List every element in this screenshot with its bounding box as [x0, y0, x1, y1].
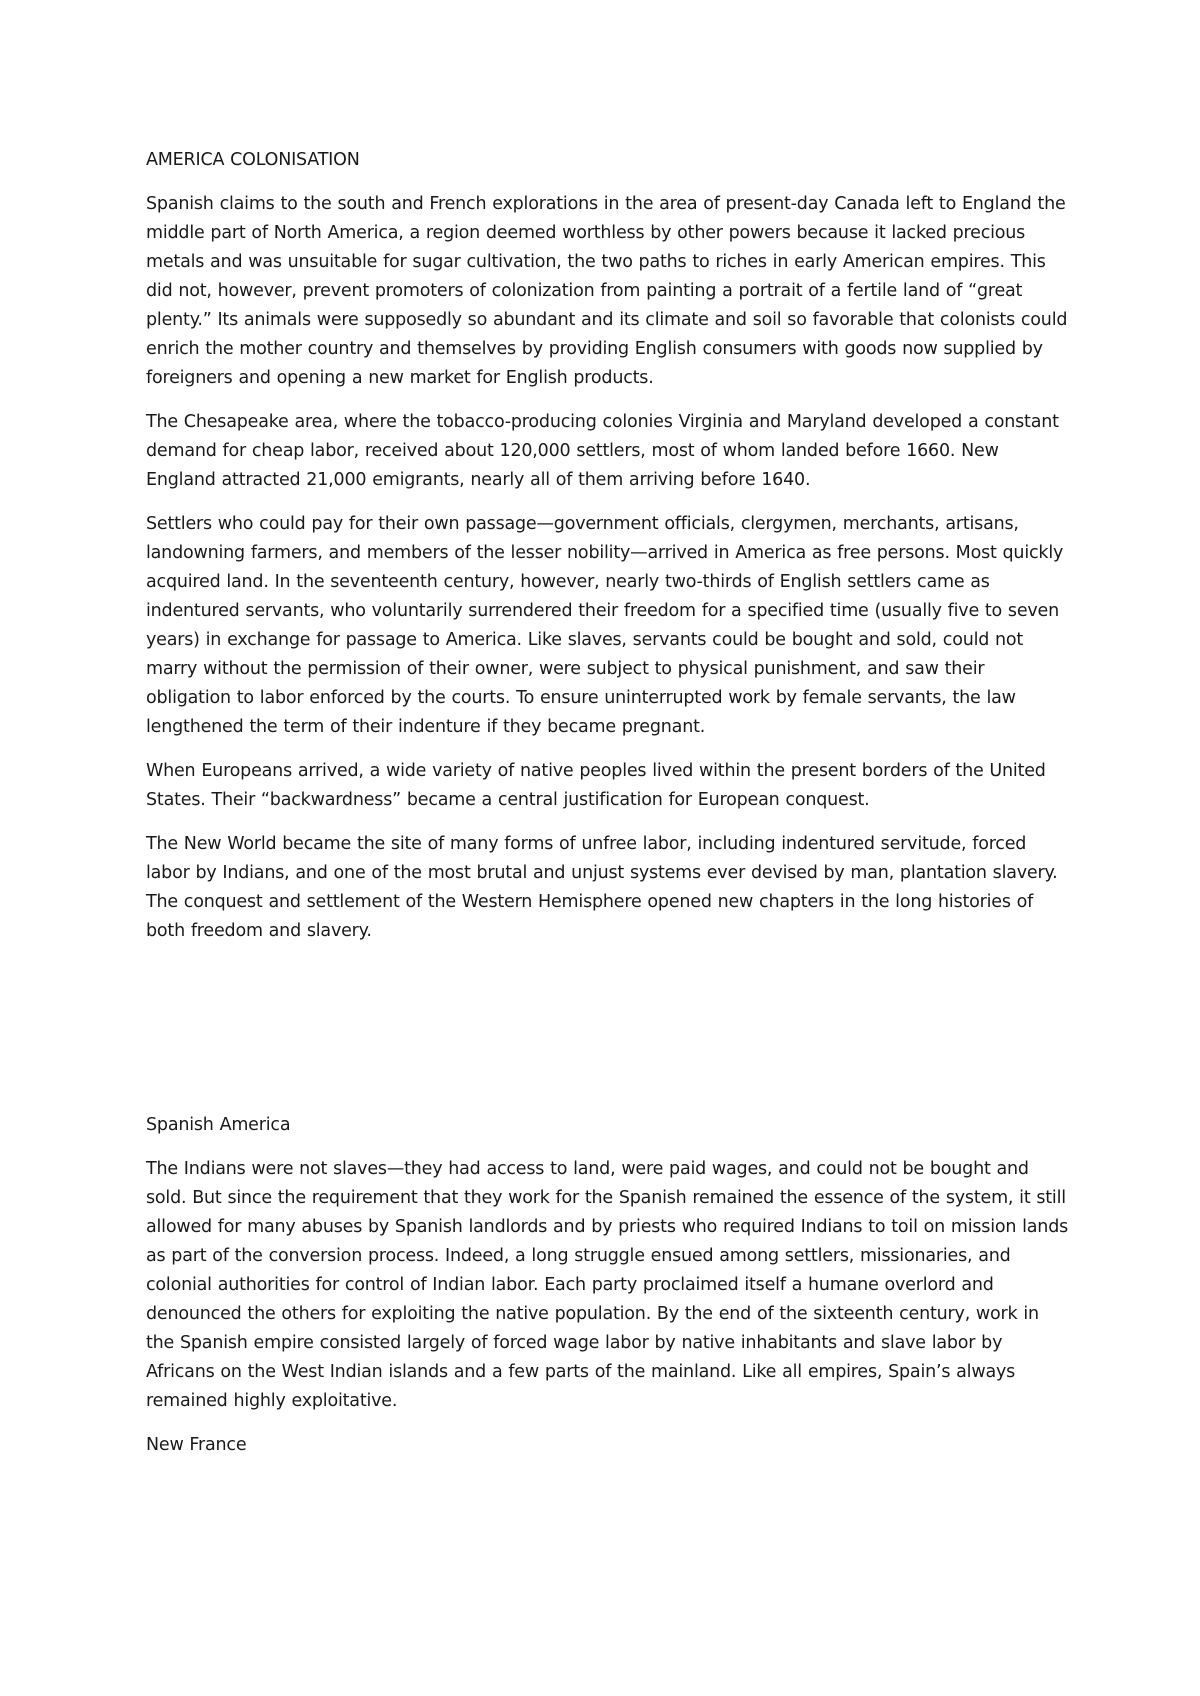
paragraph: When Europeans arrived, a wide variety of native peoples lived within the present borders of the United States. Their “backwardness” became a central justification for European conquest.: [146, 761, 1046, 810]
paragraph: The Chesapeake area, where the tobacco-producing colonies Virginia and Maryland developed a constant demand for cheap labor, received about 120,000 settlers, most of whom landed before 1660. New England attracted 21,000 emigrants, nearly all of them arriving before 1640.: [146, 412, 1059, 490]
spanish-america-section: [146, 1111, 1070, 1475]
colonisation-section: [146, 146, 1070, 961]
document-title: AMERICA COLONISATION: [146, 150, 360, 170]
section-heading-spanish-america: Spanish America: [146, 1115, 291, 1135]
paragraph: The Indians were not slaves—they had access to land, were paid wages, and could not be bought and sold. But since the requirement that they work for the Spanish remained the essence of the system, it still allowed for many abuses by Spanish landlords and by priests who required Indians to toil on mission lands as part of the conversion process. Indeed, a long struggle ensued among settlers, missionaries, and colonial authorities for control of Indian labor. Each party proclaimed itself a humane overlord and denounced the others for exploiting the native population. By the end of the sixteenth century, work in the Spanish empire consisted largely of forced wage labor by native inhabitants and slave labor by Africans on the West Indian islands and a few parts of the mainland. Like all empires, Spain’s always remained highly exploitative.: [146, 1159, 1069, 1411]
section-heading-new-france: New France: [146, 1435, 247, 1455]
paragraph: The New World became the site of many forms of unfree labor, including indentured servitude, forced labor by Indians, and one of the most brutal and unjust systems ever devised by man, plantation slavery. The conquest and settlement of the Western Hemisphere opened new chapters in the long histories of both freedom and slavery.: [146, 834, 1058, 941]
paragraph: Settlers who could pay for their own passage—government officials, clergymen, merchants, artisans, landowning farmers, and members of the lesser nobility—arrived in America as free persons. Most quickly acquired land. In the seventeenth century, however, nearly two-thirds of English settlers came as indentured servants, who voluntarily surrendered their freedom for a specified time (usually five to seven years) in exchange for passage to America. Like slaves, servants could be bought and sold, could not marry without the permission of their owner, were subject to physical punishment, and saw their obligation to labor enforced by the courts. To ensure uninterrupted work by female servants, the law lengthened the term of their indenture if they became pregnant.: [146, 514, 1064, 737]
paragraph: Spanish claims to the south and French explorations in the area of present-day Canada left to England the middle part of North America, a region deemed worthless by other powers because it lacked precious metals and was unsuitable for sugar cultivation, the two paths to riches in early American empires. This did not, however, prevent promoters of colonization from painting a portrait of a fertile land of “great plenty.” Its animals were supposedly so abundant and its climate and soil so favorable that colonists could enrich the mother country and themselves by providing English consumers with goods now supplied by foreigners and opening a new market for English products.: [146, 194, 1068, 388]
